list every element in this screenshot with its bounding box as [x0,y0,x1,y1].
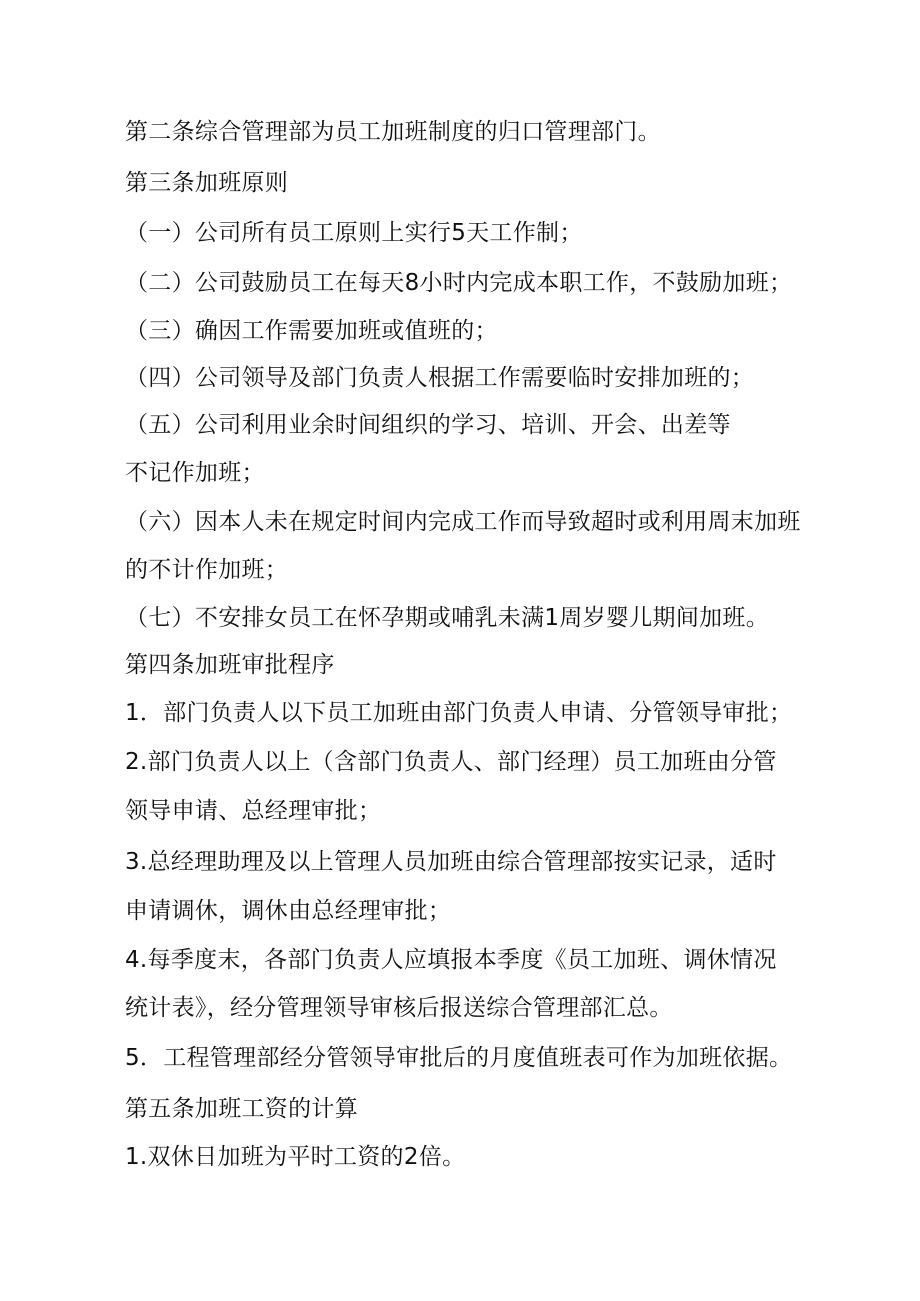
approval-step-3-cont: 申请调休，调休由总经理审批； [125,898,452,924]
approval-step-3: 3.总经理助理及以上管理人员加班由综合管理部按实记录，适时 [125,849,777,875]
principle-item-5: （五）公司利用业余时间组织的学习、培训、开会、出差等 [125,412,731,438]
principle-item-5-cont: 不记作加班； [125,460,265,486]
approval-step-1: 1．部门负责人以下员工加班由部门负责人申请、分管领导审批； [125,700,793,726]
principle-item-4: （四）公司领导及部门负责人根据工作需要临时安排加班的； [125,365,755,391]
wage-rule-1: 1.双休日加班为平时工资的2倍。 [125,1144,466,1170]
approval-step-4: 4.每季度末，各部门负责人应填报本季度《员工加班、调休情况 [125,947,777,973]
article-2-text: 第二条综合管理部为员工加班制度的归口管理部门。 [125,119,661,145]
article-3-heading: 第三条加班原则 [125,170,289,196]
principle-item-6-cont: 的不计作加班； [125,557,289,583]
principle-item-1: （一）公司所有员工原则上实行5天工作制； [125,220,583,246]
article-5-heading: 第五条加班工资的计算 [125,1096,358,1122]
principle-item-7: （七）不安排女员工在怀孕期或哺乳未满1周岁婴儿期间加班。 [125,605,770,631]
approval-step-2: 2.部门负责人以上（含部门负责人、部门经理）员工加班由分管 [125,749,777,775]
principle-item-2: （二）公司鼓励员工在每天8小时内完成本职工作，不鼓励加班； [125,270,793,296]
principle-item-6: （六）因本人未在规定时间内完成工作而导致超时或利用周末加班 [125,509,801,535]
approval-step-5: 5．工程管理部经分管领导审批后的月度值班表可作为加班依据。 [125,1045,793,1071]
approval-step-2-cont: 领导申请、总经理审批； [125,798,382,824]
approval-step-4-cont: 统计表》，经分管理领导审核后报送综合管理部汇总。 [125,995,673,1021]
article-4-heading: 第四条加班审批程序 [125,652,335,678]
principle-item-3: （三）确因工作需要加班或值班的； [125,318,498,344]
